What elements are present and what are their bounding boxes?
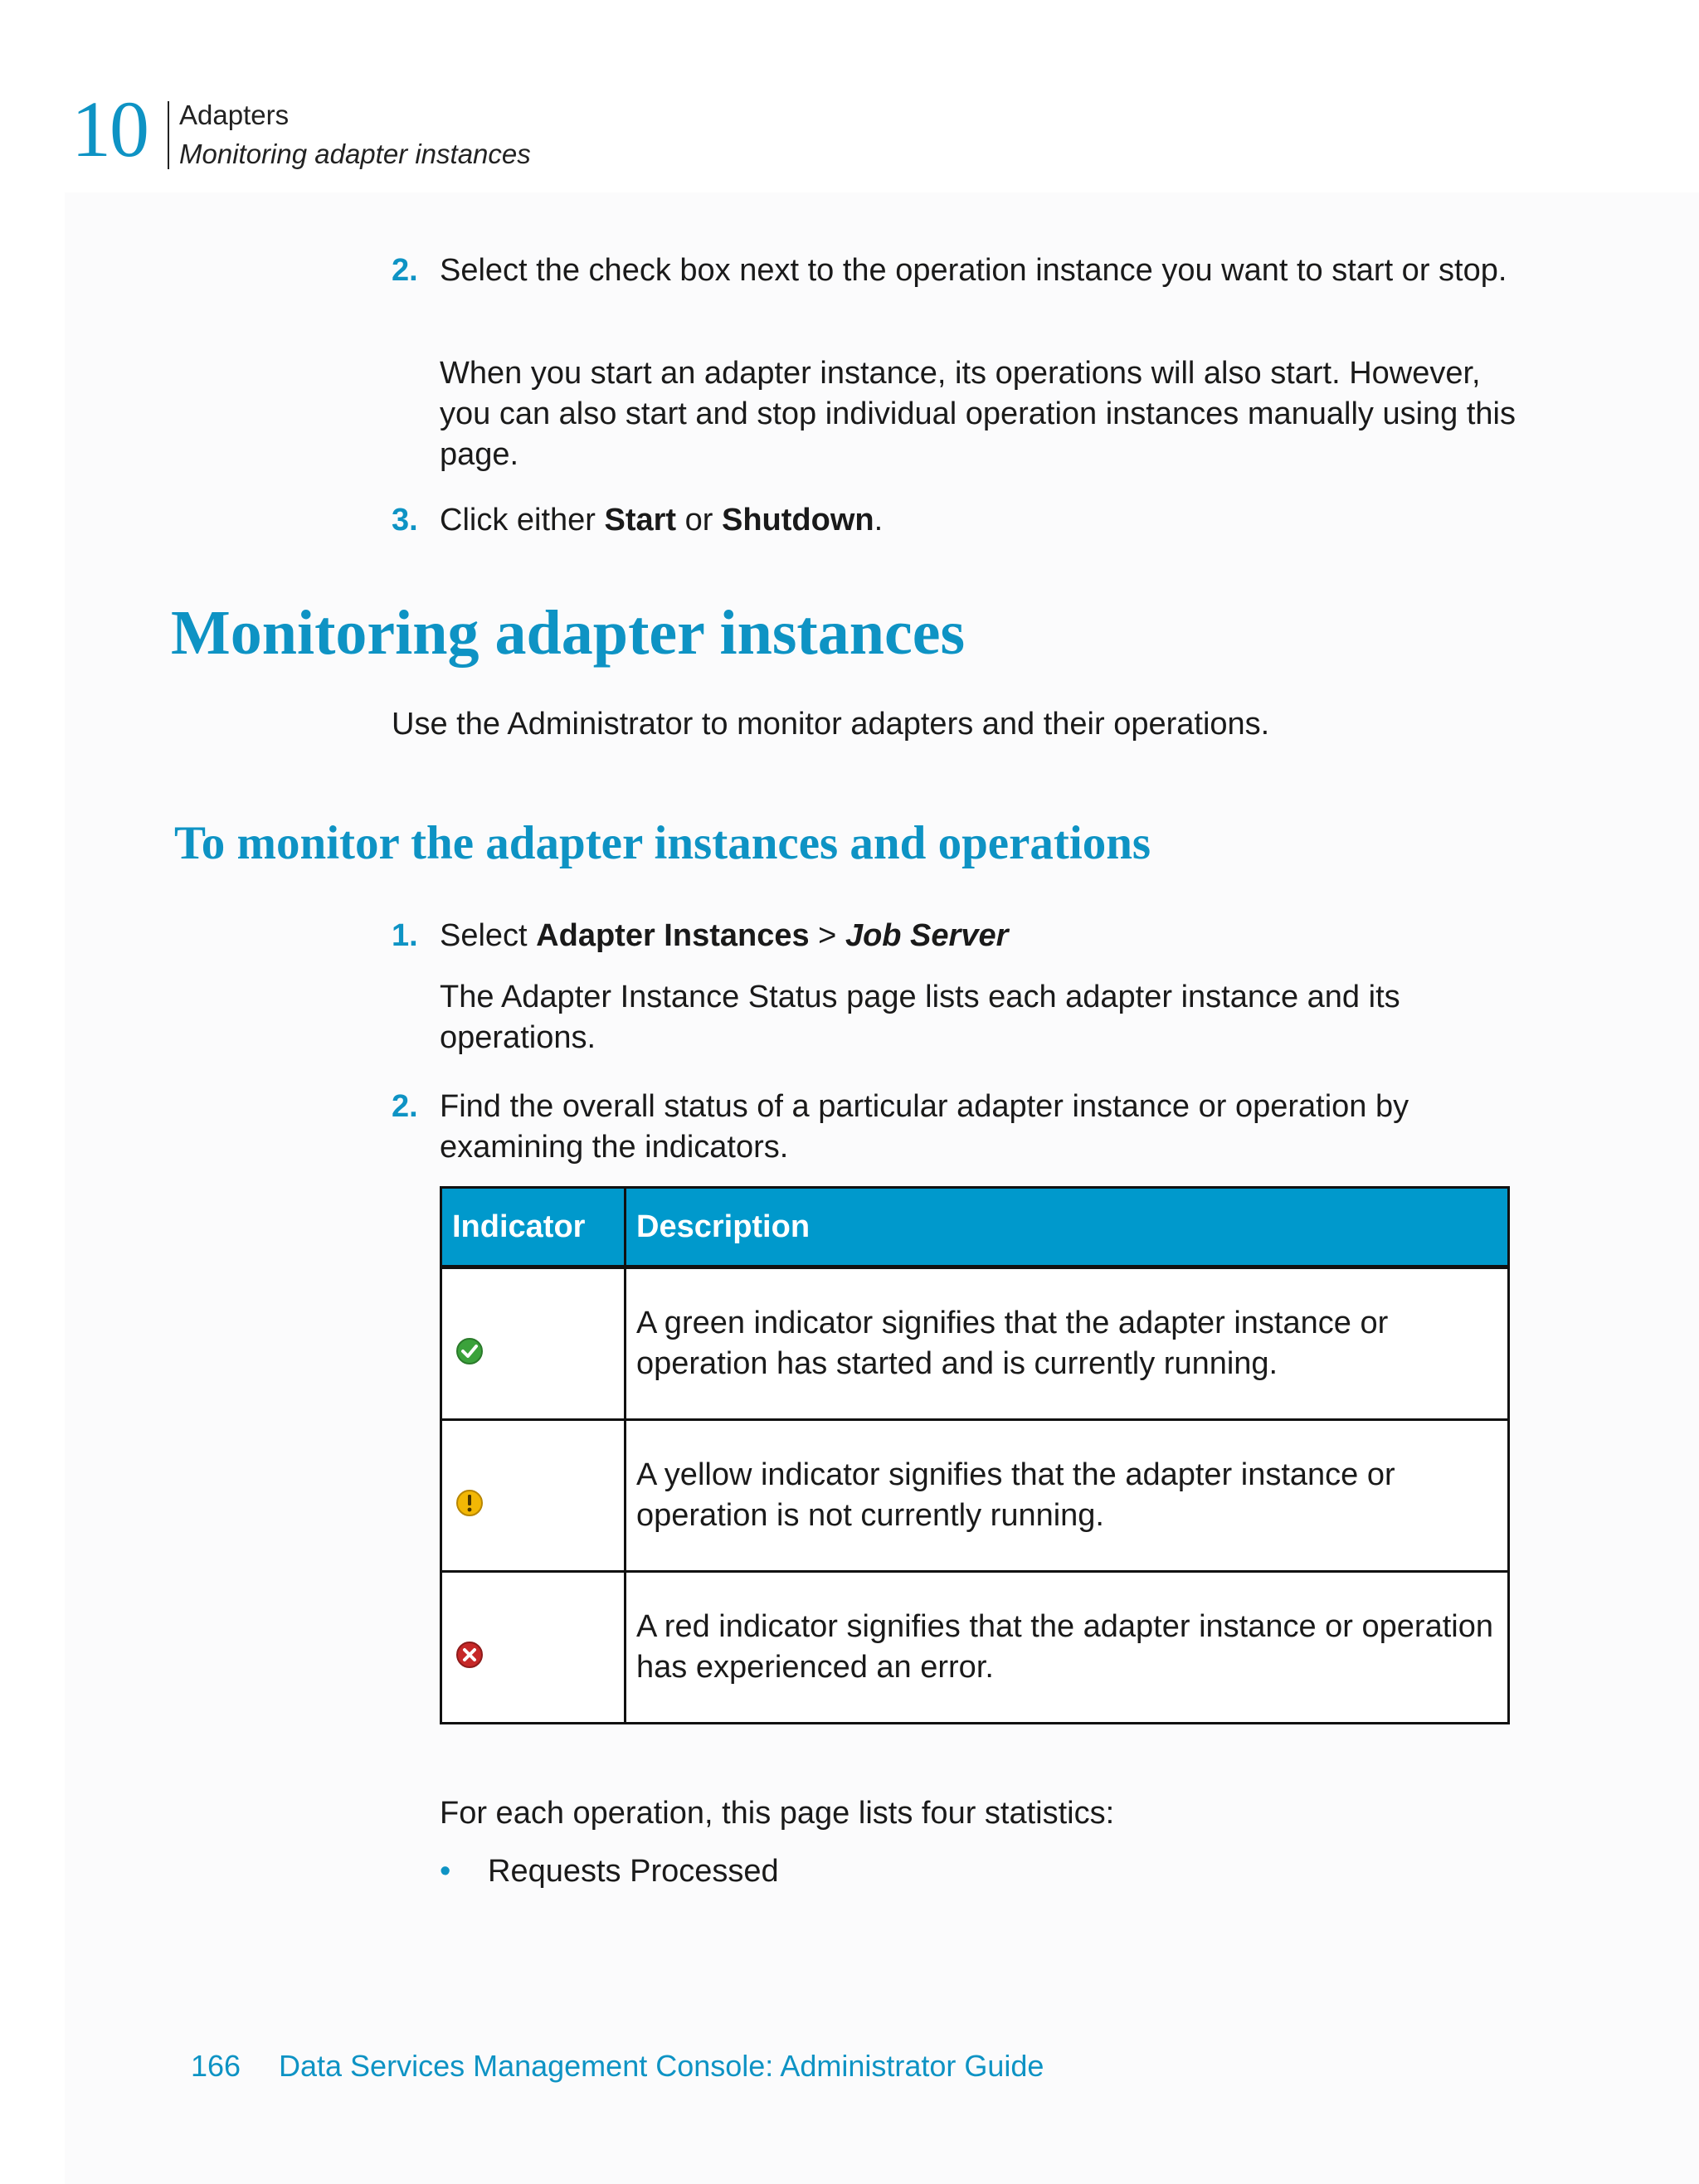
step-text: Select Adapter Instances > Job Server [440, 918, 1009, 953]
step-number: 2. [392, 1089, 418, 1124]
description-cell: A red indicator signifies that the adapter instance or operation has experienced an error. [626, 1572, 1509, 1724]
menu-path-job-server: Job Server [845, 918, 1009, 953]
step-note: When you start an adapter instance, its operations will also start. However, you can also start and stop individual operation instances manually using this page. [440, 356, 1516, 472]
column-header-indicator: Indicator [441, 1188, 626, 1267]
table-row [441, 1420, 1509, 1572]
step-note: The Adapter Instance Status page lists each adapter instance and its operations. [440, 980, 1400, 1055]
section-title: Monitoring adapter instances [179, 139, 531, 169]
indicator-cell [441, 1420, 626, 1572]
book-title: Data Services Management Console: Administrator Guide [279, 2049, 1044, 2083]
step-text: Select the check box next to the operation instance you want to start or stop. [440, 253, 1507, 288]
description-cell: A green indicator signifies that the adapter instance or operation has started and is currently running. [626, 1267, 1509, 1420]
table-row [441, 1572, 1509, 1724]
shutdown-label: Shutdown [721, 503, 874, 537]
indicator-cell [441, 1267, 626, 1420]
step-text: Find the overall status of a particular adapter instance or operation by examining the indicators. [440, 1089, 1409, 1165]
red-error-icon [455, 1641, 484, 1669]
bullet-icon: • [440, 1854, 451, 1889]
step-number: 2. [392, 253, 418, 288]
start-label: Start [604, 503, 677, 537]
chapter-title: Adapters [179, 100, 290, 130]
table-row [441, 1267, 1509, 1420]
statistics-intro: For each operation, this page lists four statistics: [440, 1796, 1115, 1831]
column-header-description: Description [626, 1188, 1509, 1267]
menu-path-adapter-instances: Adapter Instances [536, 918, 810, 953]
intro-paragraph: Use the Administrator to monitor adapters and their operations. [392, 707, 1270, 742]
step-text: Click either Start or Shutdown. [440, 503, 884, 537]
green-check-icon [455, 1337, 484, 1365]
step-number: 1. [392, 918, 418, 953]
header-divider [168, 101, 169, 169]
page-heading: Monitoring adapter instances [171, 598, 966, 668]
list-item: Requests Processed [488, 1854, 779, 1889]
indicator-cell [441, 1572, 626, 1724]
step-number: 3. [392, 503, 418, 537]
indicator-table [440, 1186, 1510, 1724]
procedure-heading: To monitor the adapter instances and operations [174, 817, 1151, 869]
page-number: 166 [191, 2049, 241, 2083]
chapter-number: 10 [71, 85, 148, 173]
table-header-row [441, 1188, 1509, 1267]
description-cell: A yellow indicator signifies that the adapter instance or operation is not currently running. [626, 1420, 1509, 1572]
yellow-warning-icon [455, 1489, 484, 1517]
